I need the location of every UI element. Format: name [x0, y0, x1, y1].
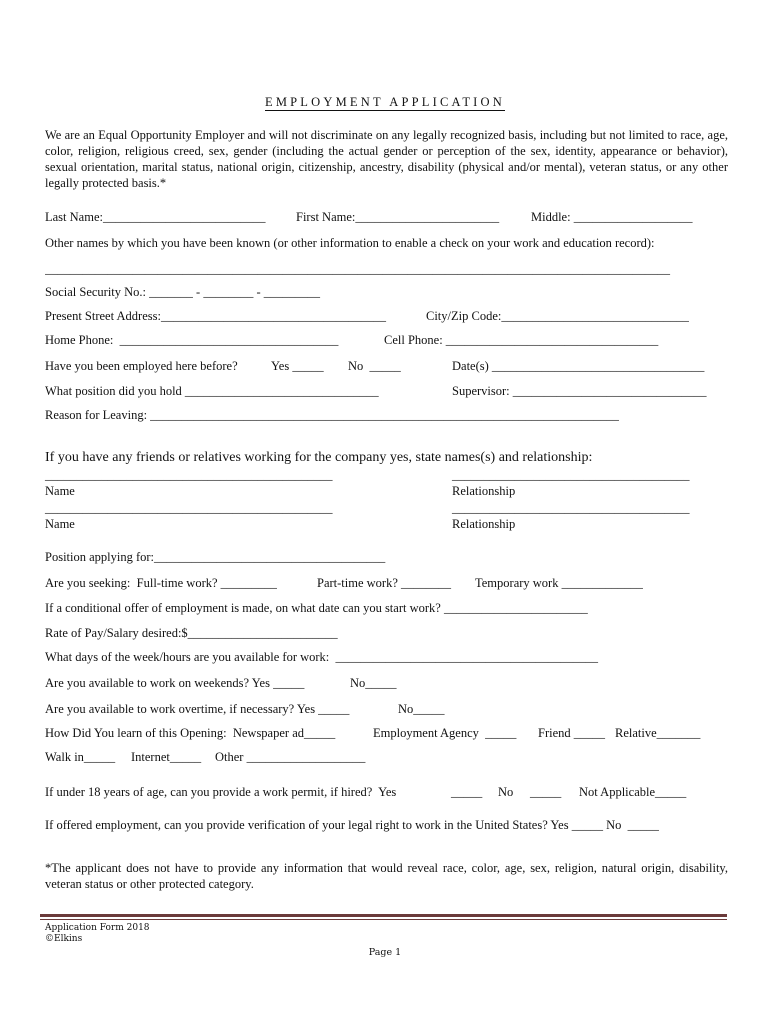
- last-name-field[interactable]: Last Name:__________________________: [45, 210, 266, 224]
- weekends-yes-field[interactable]: Are you available to work on weekends? Yes _____: [45, 676, 305, 690]
- city-zip-field[interactable]: City/Zip Code:______________________________: [426, 309, 689, 323]
- work-authorization-field[interactable]: If offered employment, can you provide verification of your legal right to work in the United States? Yes _____ No _____: [45, 818, 659, 832]
- overtime-no-field[interactable]: No_____: [398, 702, 445, 716]
- disclaimer-note: *The applicant does not have to provide any information that would reveal race, color, age, sex, religion, natural origin, disability, veteran status or other protected category.: [45, 861, 728, 891]
- cell-phone-field[interactable]: Cell Phone: __________________________________: [384, 333, 659, 347]
- work-permit-question: If under 18 years of age, can you provide a work permit, if hired? Yes: [45, 785, 397, 799]
- copyright-notice: ©Elkins: [45, 934, 83, 944]
- form-version: Application Form 2018: [45, 923, 150, 933]
- internet-field[interactable]: Internet_____: [131, 750, 202, 764]
- relationship-blank-2[interactable]: ______________________________________: [452, 501, 690, 515]
- other-source-field[interactable]: Other ___________________: [215, 750, 366, 764]
- relative-field[interactable]: Relative_______: [615, 726, 701, 740]
- document-title: EMPLOYMENT APPLICATION: [265, 95, 505, 109]
- work-permit-no-blank[interactable]: _____: [530, 785, 562, 799]
- form-footer: [45, 923, 150, 945]
- work-permit-no-label: No: [498, 785, 514, 799]
- friend-field[interactable]: Friend _____: [538, 726, 606, 740]
- home-phone-field[interactable]: Home Phone: ___________________________________: [45, 333, 339, 347]
- ssn-field[interactable]: Social Security No.: _______ - ________ - _________: [45, 285, 320, 299]
- other-names-label: Other names by which you have been known (or other information to enable a check on your work and education record):: [45, 236, 655, 250]
- relative-name-blank-1[interactable]: ______________________________________________: [45, 468, 333, 482]
- work-permit-yes-blank[interactable]: _____: [451, 785, 483, 799]
- employment-dates-field[interactable]: Date(s) __________________________________: [452, 359, 705, 373]
- employed-before-question: Have you been employed here before?: [45, 359, 238, 373]
- friends-relatives-question: If you have any friends or relatives working for the company yes, state names(s) and relationship:: [45, 450, 593, 465]
- pay-rate-field[interactable]: Rate of Pay/Salary desired:$________________________: [45, 626, 338, 640]
- overtime-yes-field[interactable]: Are you available to work overtime, if necessary? Yes _____: [45, 702, 350, 716]
- availability-field[interactable]: What days of the week/hours are you available for work: __________________________________________: [45, 650, 599, 664]
- supervisor-field[interactable]: Supervisor: _______________________________: [452, 384, 707, 398]
- temporary-field[interactable]: Temporary work _____________: [475, 576, 643, 590]
- footer-divider-thin: [40, 919, 727, 920]
- relationship-label-1: Relationship: [452, 484, 516, 498]
- first-name-field[interactable]: First Name:_______________________: [296, 210, 500, 224]
- part-time-field[interactable]: Part-time work? ________: [317, 576, 452, 590]
- page-number: Page 1: [368, 947, 402, 958]
- position-applying-field[interactable]: Position applying for:_____________________________________: [45, 550, 386, 564]
- street-address-field[interactable]: Present Street Address:____________________________________: [45, 309, 386, 323]
- start-date-field[interactable]: If a conditional offer of employment is made, on what date can you start work? _______________________: [45, 601, 588, 615]
- newspaper-ad-field[interactable]: How Did You learn of this Opening: Newspaper ad_____: [45, 726, 336, 740]
- employed-before-no[interactable]: No _____: [348, 359, 401, 373]
- employed-before-yes[interactable]: Yes _____: [271, 359, 324, 373]
- middle-name-field[interactable]: Middle: ___________________: [531, 210, 693, 224]
- name-label-1: Name: [45, 484, 75, 498]
- walk-in-field[interactable]: Walk in_____: [45, 750, 116, 764]
- employment-agency-field[interactable]: Employment Agency _____: [373, 726, 517, 740]
- full-time-field[interactable]: Are you seeking: Full-time work? _________: [45, 576, 277, 590]
- work-permit-na-field[interactable]: Not Applicable_____: [579, 785, 687, 799]
- eeo-statement: We are an Equal Opportunity Employer and will not discriminate on any legally recognized basis, including but not limited to race, age, color, religion, religious creed, sex, gender (including the actual gender or perception of the sex, identity, appearance or behavior), sexual orientation, marital status, national origin, citizenship, ancestry, disability (physical and/or mental), veteran status, or any other legally protected basis.*: [45, 128, 728, 190]
- relationship-label-2: Relationship: [452, 517, 516, 531]
- footer-divider: [40, 914, 727, 917]
- reason-leaving-field[interactable]: Reason for Leaving: ___________________________________________________________________________: [45, 408, 619, 422]
- position-held-field[interactable]: What position did you hold _______________________________: [45, 384, 379, 398]
- relative-name-blank-2[interactable]: ______________________________________________: [45, 501, 333, 515]
- name-label-2: Name: [45, 517, 75, 531]
- relationship-blank-1[interactable]: ______________________________________: [452, 468, 690, 482]
- weekends-no-field[interactable]: No_____: [350, 676, 397, 690]
- other-names-blank[interactable]: ____________________________________________________________________________________________________: [45, 262, 670, 276]
